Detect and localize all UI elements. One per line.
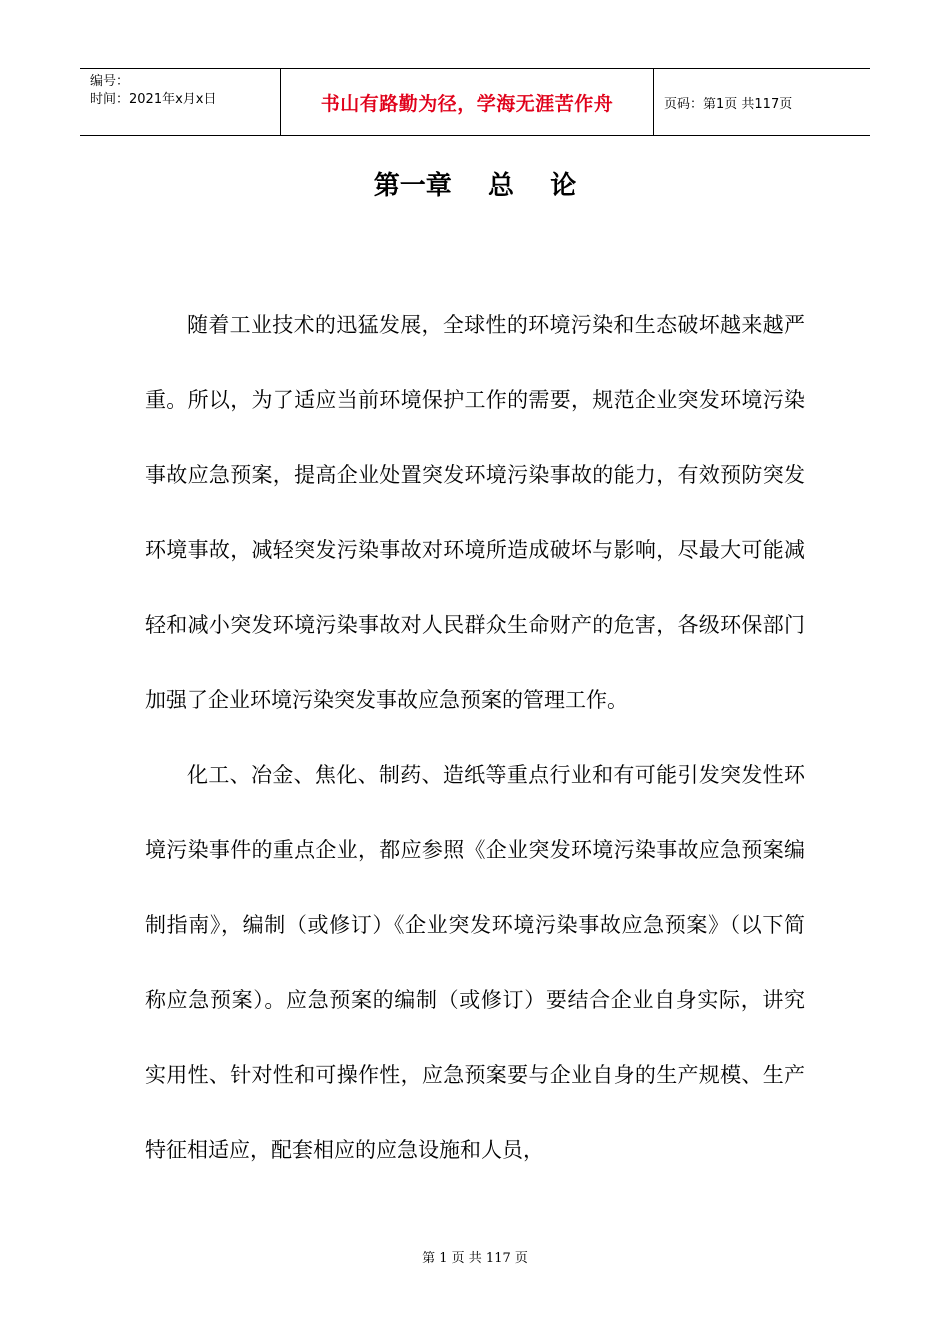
- header-meta-cell: [80, 69, 281, 135]
- document-body: [145, 288, 805, 1188]
- header-page-info: 页码：第1页 共117页: [664, 96, 793, 112]
- paragraph-1: 随着工业技术的迅猛发展，全球性的环境污染和生态破坏越来越严重。所以，为了适应当前环境保护工作的需要，规范企业突发环境污染事故应急预案，提高企业处置突发环境污染事故的能力，有效预防突发环境事故，减轻突发污染事故对环境所造成破坏与影响，尽最大可能减轻和减小突发环境污染事故对人民群众生命财产的危害，各级环保部门加强了企业环境污染突发事故应急预案的管理工作。: [145, 313, 805, 712]
- document-date: 时间：2021年x月x日: [90, 92, 217, 107]
- document-number-label: 编号：: [90, 74, 130, 89]
- header-page-cell: [654, 69, 870, 135]
- page-footer: 第 1 页 共 117 页: [422, 1251, 528, 1266]
- page-header: [80, 68, 870, 136]
- header-motto: 书山有路勤为径，学海无涯苦作舟: [320, 92, 614, 115]
- chapter-title: 第一章 总 论: [373, 171, 577, 201]
- paragraph-2: 化工、冶金、焦化、制药、造纸等重点行业和有可能引发突发性环境污染事件的重点企业，都应参照《企业突发环境污染事故应急预案编制指南》，编制（或修订）《企业突发环境污染事故应急预案》（以下简称应急预案）。应急预案的编制（或修订）要结合企业自身实际，讲究实用性、针对性和可操作性，应急预案要与企业自身的生产规模、生产特征相适应，配套相应的应急设施和人员，: [145, 763, 805, 1162]
- header-motto-cell: [281, 69, 654, 135]
